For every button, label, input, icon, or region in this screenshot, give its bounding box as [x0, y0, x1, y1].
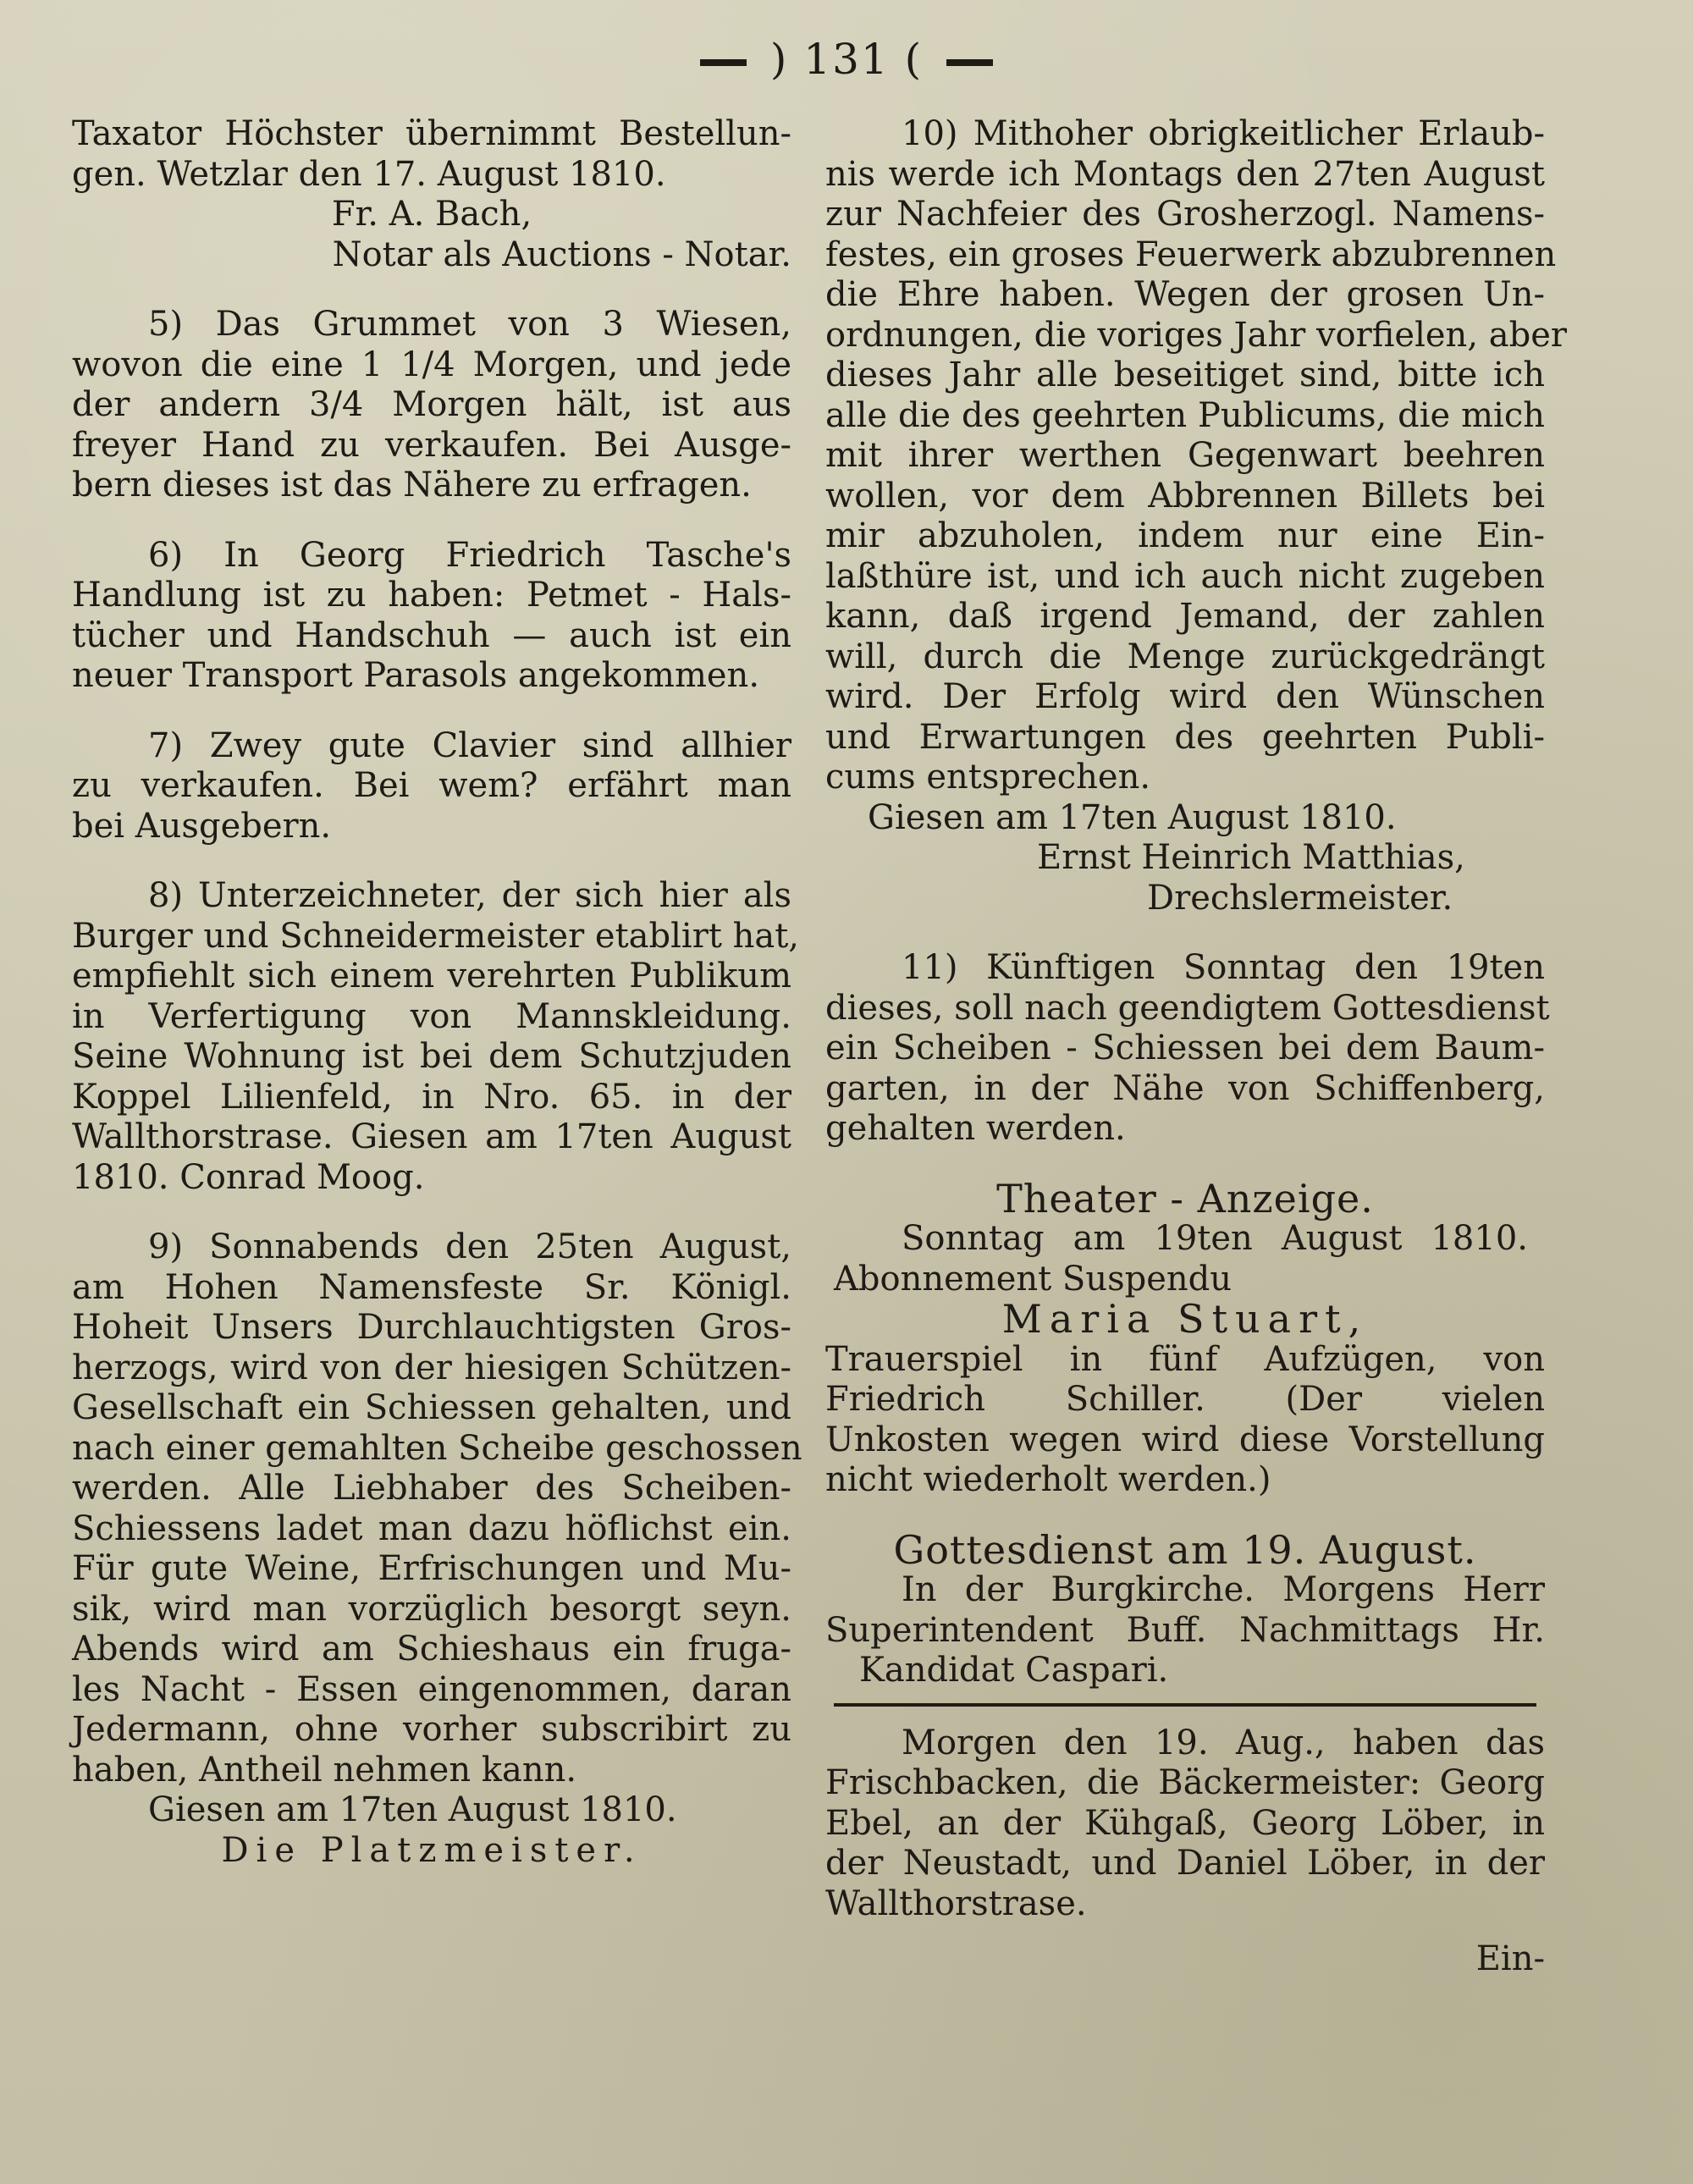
- dateline: Giesen am 17ten August 1810.: [148, 1790, 677, 1829]
- text-line: mir abzuholen, indem nur eine Ein-: [825, 516, 1545, 555]
- text-line: herzogs, wird von der hiesigen Schützen-: [72, 1348, 791, 1387]
- text-line: tücher und Handschuh — auch ist ein: [72, 615, 791, 655]
- text-line: dieses Jahr alle beseitiget sind, bitte ich: [825, 356, 1545, 394]
- service-heading: Gottesdienst am 19. August.: [893, 1526, 1477, 1573]
- text-line: Jedermann, ohne vorher subscribirt zu: [72, 1710, 791, 1749]
- text-line: haben, Antheil nehmen kann.: [72, 1750, 577, 1790]
- text-line: neuer Transport Parasols angekommen.: [72, 656, 760, 695]
- text-line: Gesellschaft ein Schiessen gehalten, und: [72, 1388, 791, 1427]
- text-line: cums entsprechen.: [825, 758, 1151, 797]
- text-line: gen. Wetzlar den 17. August 1810.: [72, 154, 666, 194]
- text-line: 1810. Conrad Moog.: [72, 1157, 425, 1197]
- text-line: Sonntag am 19ten August 1810.: [902, 1219, 1528, 1258]
- text-line: Ebel, an der Kühgaß, Georg Löber, in: [825, 1803, 1545, 1843]
- text-line: Kandidat Caspari.: [859, 1651, 1169, 1690]
- text-line: Schiessens ladet man dazu höflichst ein.: [72, 1508, 791, 1548]
- theater-heading: Theater - Anzeige.: [996, 1175, 1374, 1222]
- text-line: Friedrich Schiller. (Der vielen: [825, 1380, 1545, 1419]
- text-line: bern dieses ist das Nähere zu erfragen.: [72, 466, 752, 505]
- text-line: alle die des geehrten Publicums, die mich: [825, 395, 1545, 435]
- notice-7-start: 7) Zwey gute Clavier sind allhier: [148, 725, 791, 765]
- text-line: sik, wird man vorzüglich besorgt seyn.: [72, 1589, 791, 1629]
- text-line: wird. Der Erfolg wird den Wünschen: [825, 677, 1545, 716]
- text-line: und Erwartungen des geehrten Publi-: [825, 717, 1545, 757]
- text-line: mit ihrer werthen Gegenwart beehren: [825, 436, 1545, 475]
- text-line: dieses, soll nach geendigtem Gottesdienst: [825, 988, 1550, 1028]
- text-line: gehalten werden.: [825, 1109, 1126, 1148]
- notice-bakers-start: Morgen den 19. Aug., haben das: [902, 1723, 1545, 1762]
- text-line: laßthüre ist, und ich auch nicht zugeben: [825, 556, 1545, 596]
- signature-name: Fr. A. Bach,: [331, 195, 532, 234]
- text-line: Unkosten wegen wird diese Vorstellung: [825, 1420, 1545, 1459]
- right-column: [825, 114, 1567, 1980]
- text-line: kann, daß irgend Jemand, der zahlen: [825, 597, 1545, 636]
- text-line: Taxator Höchster übernimmt Bestellun-: [72, 114, 791, 153]
- text-line: bei Ausgebern.: [72, 806, 332, 846]
- text-line: zur Nachfeier des Grosherzogl. Namens-: [825, 195, 1545, 234]
- text-line: der andern 3/4 Morgen hält, ist aus: [72, 385, 791, 424]
- text-line: wovon die eine 1 1/4 Morgen, und jede: [72, 345, 791, 384]
- text-line: werden. Alle Liebhaber des Scheiben-: [72, 1469, 791, 1508]
- page-number: ) 131 (: [769, 35, 924, 84]
- text-line: ordnungen, die voriges Jahr vorfielen, aber: [825, 315, 1567, 355]
- text-line: Wallthorstrase. Giesen am 17ten August: [72, 1117, 791, 1156]
- text-line: Burger und Schneidermeister etablirt hat,: [72, 916, 800, 956]
- text-line: Koppel Lilienfeld, in Nro. 65. in der: [72, 1077, 791, 1117]
- text-line: in Verfertigung von Mannskleidung.: [72, 996, 791, 1036]
- text-line: nis werde ich Montags den 27ten August: [825, 154, 1545, 194]
- text-line: Trauerspiel in fünf Aufzügen, von: [825, 1339, 1545, 1379]
- text-line: zu verkaufen. Bei wem? erfährt man: [72, 766, 791, 805]
- notice-5-start: 5) Das Grummet von 3 Wiesen,: [148, 305, 791, 344]
- text-line: Frischbacken, die Bäckermeister: Georg: [825, 1763, 1545, 1802]
- text-line: ein Scheiben - Schiessen bei dem Baum-: [825, 1029, 1545, 1067]
- divider: [834, 1703, 1536, 1707]
- text-line: In der Burgkirche. Morgens Herr: [902, 1570, 1545, 1609]
- text-line: nach einer gemahlten Scheibe geschossen: [72, 1428, 802, 1468]
- notice-6-start: 6) In Georg Friedrich Tasche's: [148, 535, 791, 575]
- text-line: Abends wird am Schieshaus ein fruga-: [72, 1630, 791, 1668]
- text-line: Wallthorstrase.: [825, 1883, 1087, 1923]
- header-rule-right: [946, 59, 993, 66]
- text-line: Hoheit Unsers Durchlauchtigsten Gros-: [72, 1308, 791, 1347]
- notice-10-start: 10) Mithoher obrigkeitlicher Erlaub-: [902, 114, 1545, 153]
- text-line: freyer Hand zu verkaufen. Bei Ausge-: [72, 425, 791, 465]
- signature-title: Notar als Auctions - Notar.: [332, 234, 791, 274]
- signature-name: Die Platzmeister.: [221, 1830, 642, 1870]
- text-line: Abonnement Suspendu: [834, 1259, 1233, 1299]
- text-line: am Hohen Namensfeste Sr. Königl.: [72, 1267, 791, 1307]
- text-line: Seine Wohnung ist bei dem Schutzjuden: [72, 1037, 791, 1076]
- text-line: Für gute Weine, Erfrischungen und Mu-: [72, 1549, 791, 1588]
- text-line: die Ehre haben. Wegen der grosen Un-: [825, 275, 1545, 314]
- notice-8-start: 8) Unterzeichneter, der sich hier als: [148, 876, 791, 915]
- play-title: Maria Stuart,: [1001, 1296, 1369, 1342]
- text-line: will, durch die Menge zurückgedrängt: [825, 637, 1545, 676]
- text-line: festes, ein groses Feuerwerk abzubrennen: [825, 234, 1557, 274]
- text-line: garten, in der Nähe von Schiffenberg,: [825, 1068, 1545, 1108]
- left-column: [72, 114, 802, 1871]
- text-line: empfiehlt sich einem verehrten Publikum: [72, 957, 791, 995]
- signature-name: Ernst Heinrich Matthias,: [1037, 838, 1465, 877]
- page-header: [0, 25, 1693, 93]
- signature-title: Drechslermeister.: [1147, 878, 1453, 918]
- notice-11-start: 11) Künftigen Sonntag den 19ten: [902, 948, 1545, 987]
- text-line: les Nacht - Essen eingenommen, daran: [72, 1669, 791, 1709]
- text-line: der Neustadt, und Daniel Löber, in der: [825, 1844, 1545, 1883]
- dateline: Giesen am 17ten August 1810.: [868, 797, 1397, 837]
- notice-9-start: 9) Sonnabends den 25ten August,: [148, 1227, 791, 1266]
- text-line: Superintendent Buff. Nachmittags Hr.: [825, 1610, 1545, 1650]
- text-line: Handlung ist zu haben: Petmet - Hals-: [72, 576, 791, 615]
- text-line: nicht wiederholt werden.): [825, 1460, 1271, 1499]
- catchword: Ein-: [1475, 1939, 1545, 1978]
- header-rule-left: [700, 59, 747, 66]
- text-line: wollen, vor dem Abbrennen Billets bei: [825, 476, 1545, 516]
